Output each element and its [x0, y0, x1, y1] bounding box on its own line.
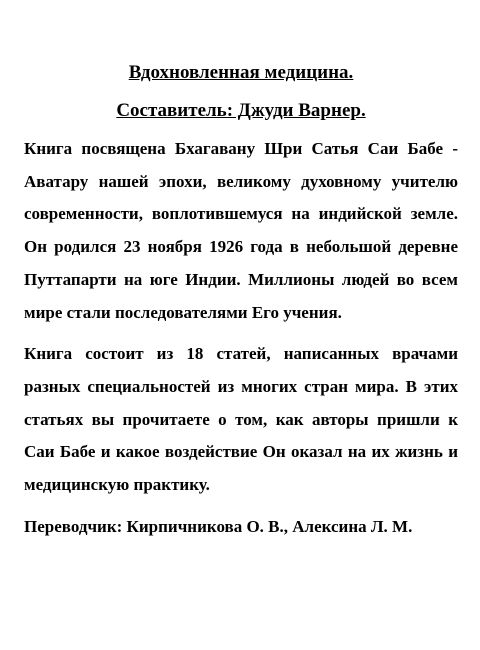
paragraph-dedication: Книга посвящена Бхагавану Шри Сатья Саи Бабе - Аватару нашей эпохи, великому духовному учителю современности, воплотившемуся на индийской земле. Он родился 23 ноября 1926 года в небольшой деревне Путтапарти на юге Индии. Миллионы людей во всем мире стали последователями Его учения.: [24, 139, 458, 322]
document-title: Вдохновленная медицина.: [128, 62, 354, 83]
translator-credit: Переводчик: Кирпичникова О. В., Алексина Л. М.: [24, 516, 413, 536]
document-page: [24, 62, 458, 543]
document-compiler: Составитель: Джуди Варнер.: [116, 100, 366, 121]
paragraph-contents: Книга состоит из 18 статей, написанных врачами разных специальностей из многих стран мира. В этих статьях вы прочитаете о том, как авторы пришли к Саи Бабе и какое воздействие Он оказал на их жизнь и медицинскую практику.: [24, 344, 458, 495]
